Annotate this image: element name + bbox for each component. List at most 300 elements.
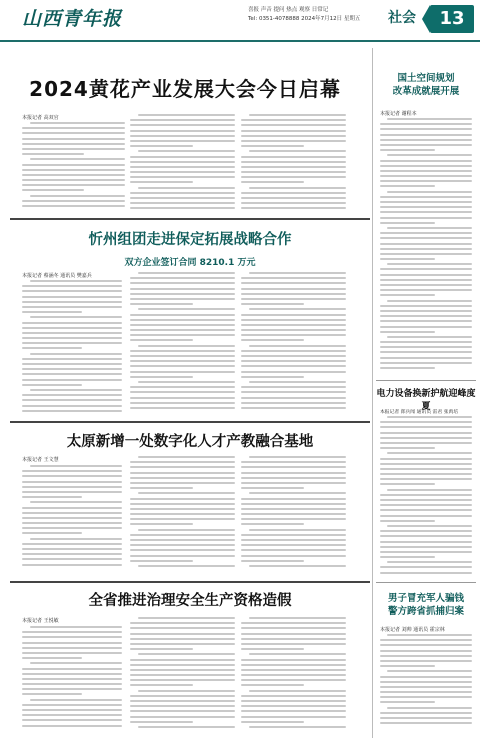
taiyuan-headline: 太原新增一处数字化人才产教融合基地: [66, 434, 314, 450]
power-body: [380, 416, 472, 577]
body-text-line: [22, 522, 122, 524]
body-text-line: [387, 300, 472, 302]
body-text-line: [130, 293, 235, 295]
body-text-line: [380, 442, 472, 444]
body-text-line: [380, 686, 472, 688]
body-text-line: [380, 253, 472, 255]
body-text-line: [130, 355, 235, 357]
body-text-line: [249, 150, 346, 152]
body-text-line: [22, 725, 122, 727]
body-text-line: [130, 498, 235, 500]
xinzhou-body-col1: [22, 280, 122, 415]
body-text-line: [380, 566, 472, 568]
body-text-line: [249, 726, 346, 728]
body-text-line: [380, 362, 472, 364]
body-text-line: [380, 483, 435, 485]
body-text-line: [387, 561, 472, 563]
body-text-line: [241, 166, 346, 168]
body-text-line: [241, 402, 346, 404]
body-text-line: [130, 319, 235, 321]
body-text-line: [380, 572, 472, 574]
body-text-line: [380, 160, 472, 162]
body-text-line: [241, 669, 346, 671]
police-byline: 本报记者 刘帅 通讯员 霍宗林: [380, 627, 445, 633]
body-text-line: [380, 268, 472, 270]
main-headline: 2024黄花产业发展大会今日启幕: [29, 77, 341, 101]
body-text-line: [241, 633, 346, 635]
body-text-line: [241, 674, 346, 676]
body-text-line: [130, 627, 235, 629]
body-text-line: [380, 258, 435, 260]
body-text-line: [22, 153, 84, 155]
body-text-line: [22, 678, 122, 680]
xinzhou-body-col2: [130, 272, 235, 412]
body-text-line: [387, 707, 472, 709]
body-text-line: [241, 560, 304, 562]
safety-byline: 本报记者 王悦敏: [22, 618, 59, 624]
body-text-line: [249, 272, 346, 274]
body-text-line: [241, 192, 346, 194]
body-text-line: [241, 130, 346, 132]
body-text-line: [241, 472, 346, 474]
body-text-line: [241, 664, 346, 666]
body-text-line: [22, 652, 122, 654]
body-text-line: [380, 289, 472, 291]
body-text-line: [22, 306, 122, 308]
body-text-line: [380, 357, 472, 359]
body-text-line: [22, 373, 122, 375]
body-text-line: [241, 145, 304, 147]
body-text-line: [22, 337, 122, 339]
masthead: [0, 0, 480, 42]
body-text-line: [130, 130, 235, 132]
body-text-line: [130, 197, 235, 199]
body-text-line: [22, 379, 122, 381]
xinzhou-byline: 本报记者 蔡涵冬 通讯员 樊嘉兵: [22, 273, 92, 279]
body-text-line: [130, 371, 235, 373]
body-text-line: [380, 217, 472, 219]
body-text-line: [130, 376, 193, 378]
land-headline: 国土空间规划 改革成就展开展: [392, 73, 460, 97]
safety-body-col2: [130, 617, 235, 731]
body-text-line: [22, 311, 82, 313]
body-text-line: [380, 274, 472, 276]
body-text-line: [241, 705, 346, 707]
body-text-line: [380, 237, 472, 239]
body-text-line: [130, 622, 235, 624]
body-text-line: [130, 669, 235, 671]
body-text-line: [130, 176, 235, 178]
body-text-line: [130, 534, 235, 536]
body-text-line: [22, 394, 122, 396]
body-text-line: [387, 191, 472, 193]
body-text-line: [130, 664, 235, 666]
body-text-line: [380, 437, 472, 439]
body-text-line: [387, 416, 472, 418]
body-text-line: [138, 565, 235, 567]
body-text-line: [30, 501, 122, 503]
body-text-line: [241, 360, 346, 362]
body-text-line: [380, 478, 472, 480]
body-text-line: [241, 376, 304, 378]
body-text-line: [130, 334, 235, 336]
body-text-line: [22, 322, 122, 324]
body-text-line: [380, 144, 472, 146]
body-text-line: [241, 386, 346, 388]
body-text-line: [130, 695, 235, 697]
body-text-line: [387, 154, 472, 156]
body-text-line: [249, 617, 346, 619]
body-text-line: [22, 668, 122, 670]
body-text-line: [241, 124, 346, 126]
body-text-line: [130, 508, 235, 510]
body-text-line: [241, 407, 346, 409]
body-text-line: [22, 347, 82, 349]
body-text-line: [130, 277, 235, 279]
body-text-line: [22, 332, 122, 334]
body-text-line: [130, 207, 235, 209]
body-text-line: [130, 544, 235, 546]
body-text-line: [22, 399, 122, 401]
body-text-line: [380, 201, 472, 203]
body-text-line: [22, 405, 122, 407]
xinzhou-body-col3: [241, 272, 346, 412]
body-text-line: [22, 481, 122, 483]
body-text-line: [138, 726, 235, 728]
body-text-line: [241, 487, 304, 489]
taiyuan-body-col2: [130, 456, 235, 570]
body-text-line: [22, 512, 122, 514]
body-text-line: [22, 693, 82, 695]
body-text-line: [241, 119, 346, 121]
body-text-line: [241, 513, 346, 515]
xinzhou-headline: 忻州组团走进保定拓展战略合作: [88, 232, 292, 248]
police-body: [380, 634, 472, 727]
body-text-line: [241, 643, 346, 645]
body-text-line: [380, 712, 472, 714]
body-text-line: [241, 282, 346, 284]
body-text-line: [380, 717, 472, 719]
body-text-line: [138, 272, 235, 274]
body-text-line: [380, 426, 472, 428]
main-body-col3: [241, 114, 346, 213]
body-text-line: [241, 498, 346, 500]
body-text-line: [380, 284, 472, 286]
body-text-line: [130, 555, 235, 557]
body-text-line: [22, 184, 125, 186]
body-text-line: [241, 622, 346, 624]
body-text-line: [241, 710, 346, 712]
power-headline: 电力设备换新护航迎峰度夏: [376, 389, 476, 412]
body-text-line: [130, 503, 235, 505]
taiyuan-byline: 本报记者 王文慧: [22, 457, 59, 463]
body-text-line: [138, 653, 235, 655]
body-text-line: [241, 197, 346, 199]
body-text-line: [380, 196, 472, 198]
body-text-line: [130, 539, 235, 541]
body-text-line: [138, 381, 235, 383]
body-text-line: [22, 179, 125, 181]
body-text-line: [241, 659, 346, 661]
divider: [10, 421, 370, 423]
body-text-line: [241, 539, 346, 541]
body-text-line: [380, 530, 472, 532]
body-text-line: [380, 681, 472, 683]
body-text-line: [138, 114, 235, 116]
body-text-line: [380, 248, 472, 250]
body-text-line: [387, 452, 472, 454]
body-text-line: [130, 314, 235, 316]
body-text-line: [241, 156, 346, 158]
body-text-line: [380, 722, 472, 724]
body-text-line: [241, 716, 346, 718]
body-text-line: [241, 176, 346, 178]
body-text-line: [22, 558, 122, 560]
body-text-line: [130, 350, 235, 352]
body-text-line: [241, 648, 304, 650]
body-text-line: [241, 534, 346, 536]
body-text-line: [138, 690, 235, 692]
body-text-line: [241, 477, 346, 479]
body-text-line: [380, 315, 472, 317]
body-text-line: [387, 336, 472, 338]
body-text-line: [130, 135, 235, 137]
divider: [10, 581, 370, 583]
body-text-line: [241, 181, 304, 183]
body-text-line: [22, 384, 82, 386]
body-text-line: [130, 716, 235, 718]
body-text-line: [241, 700, 346, 702]
body-text-line: [380, 676, 472, 678]
land-byline: 本报记者 谢程本: [380, 111, 417, 117]
body-text-line: [387, 525, 472, 527]
body-text-line: [249, 187, 346, 189]
body-text-line: [380, 494, 472, 496]
body-text-line: [130, 124, 235, 126]
body-text-line: [130, 181, 193, 183]
body-text-line: [130, 633, 235, 635]
body-text-line: [138, 345, 235, 347]
body-text-line: [380, 473, 472, 475]
body-text-line: [130, 171, 235, 173]
body-text-line: [130, 202, 235, 204]
body-text-line: [380, 520, 435, 522]
body-text-line: [130, 674, 235, 676]
body-text-line: [22, 642, 122, 644]
body-text-line: [138, 456, 235, 458]
body-text-line: [380, 515, 472, 517]
body-text-line: [241, 339, 304, 341]
body-text-line: [241, 135, 346, 137]
body-text-line: [241, 695, 346, 697]
body-text-line: [380, 170, 472, 172]
body-text-line: [380, 546, 472, 548]
body-text-line: [22, 532, 82, 534]
body-text-line: [380, 509, 472, 511]
body-text-line: [380, 639, 472, 641]
body-text-line: [22, 704, 122, 706]
body-text-line: [380, 432, 472, 434]
body-text-line: [22, 719, 122, 721]
body-text-line: [22, 647, 122, 649]
safety-headline: 全省推进治理安全生产资格造假: [88, 593, 292, 609]
body-text-line: [241, 684, 304, 686]
body-text-line: [249, 565, 346, 567]
body-text-line: [30, 389, 122, 391]
body-text-line: [130, 192, 235, 194]
body-text-line: [22, 543, 122, 545]
body-text-line: [22, 127, 125, 129]
body-text-line: [22, 358, 122, 360]
body-text-line: [380, 691, 472, 693]
body-text-line: [249, 690, 346, 692]
body-text-line: [130, 360, 235, 362]
body-text-line: [22, 683, 122, 685]
body-text-line: [22, 507, 122, 509]
body-text-line: [241, 277, 346, 279]
body-text-line: [241, 324, 346, 326]
body-text-line: [380, 128, 472, 130]
body-text-line: [130, 560, 193, 562]
body-text-line: [130, 721, 193, 723]
body-text-line: [249, 114, 346, 116]
body-text-line: [241, 544, 346, 546]
body-text-line: [387, 670, 472, 672]
body-text-line: [241, 549, 346, 551]
body-text-line: [241, 391, 346, 393]
body-text-line: [130, 710, 235, 712]
body-text-line: [22, 132, 125, 134]
body-text-line: [380, 541, 472, 543]
body-text-line: [130, 684, 193, 686]
body-text-line: [387, 263, 472, 265]
body-text-line: [130, 648, 193, 650]
body-text-line: [30, 662, 122, 664]
page-number-badge: 13: [430, 5, 474, 33]
body-text-line: [22, 714, 122, 716]
body-text-line: [130, 700, 235, 702]
masthead-info: [248, 6, 360, 24]
body-text-line: [241, 319, 346, 321]
body-text-line: [241, 397, 346, 399]
body-text-line: [30, 158, 125, 160]
body-text-line: [22, 410, 122, 412]
body-text-line: [130, 659, 235, 661]
body-text-line: [130, 487, 193, 489]
masthead-info-line1: 喜报 声音 提问 热点 观察 日常记: [248, 7, 329, 13]
body-text-line: [380, 701, 435, 703]
body-text-line: [22, 688, 122, 690]
body-text-line: [249, 529, 346, 531]
body-text-line: [380, 660, 472, 662]
body-text-line: [30, 316, 122, 318]
main-body-col1: [22, 122, 125, 210]
body-text-line: [30, 280, 122, 282]
body-text-line: [30, 353, 122, 355]
body-text-line: [22, 342, 122, 344]
body-text-line: [22, 491, 122, 493]
column-divider: [372, 48, 373, 738]
body-text-line: [249, 308, 346, 310]
body-text-line: [380, 535, 472, 537]
body-text-line: [130, 140, 235, 142]
body-text-line: [138, 617, 235, 619]
body-text-line: [130, 339, 193, 341]
body-text-line: [387, 118, 472, 120]
body-text-line: [130, 518, 235, 520]
body-text-line: [22, 301, 122, 303]
body-text-line: [380, 185, 435, 187]
body-text-line: [22, 327, 122, 329]
body-text-line: [30, 699, 122, 701]
body-text-line: [22, 169, 125, 171]
body-text-line: [249, 653, 346, 655]
body-text-line: [22, 517, 122, 519]
body-text-line: [241, 298, 346, 300]
body-text-line: [22, 470, 122, 472]
body-text-line: [22, 475, 122, 477]
body-text-line: [380, 305, 472, 307]
body-text-line: [130, 156, 235, 158]
power-byline: 本报记者 郎兵闻 通讯员 雷君 张禹培: [380, 410, 459, 415]
body-text-line: [387, 634, 472, 636]
body-text-line: [138, 150, 235, 152]
body-text-line: [387, 489, 472, 491]
body-text-line: [241, 503, 346, 505]
body-text-line: [22, 200, 125, 202]
body-text-line: [22, 486, 122, 488]
main-byline: 本报记者 高双官: [22, 115, 59, 121]
body-text-line: [130, 303, 193, 305]
body-text-line: [30, 195, 125, 197]
body-text-line: [380, 655, 472, 657]
body-text-line: [380, 331, 435, 333]
body-text-line: [130, 386, 235, 388]
body-text-line: [249, 456, 346, 458]
body-text-line: [130, 477, 235, 479]
taiyuan-body-col3: [241, 456, 346, 570]
body-text-line: [387, 227, 472, 229]
body-text-line: [130, 402, 235, 404]
body-text-line: [22, 527, 122, 529]
body-text-line: [249, 381, 346, 383]
body-text-line: [130, 365, 235, 367]
body-text-line: [130, 282, 235, 284]
body-text-line: [241, 523, 304, 525]
body-text-line: [138, 529, 235, 531]
body-text-line: [380, 551, 472, 553]
body-text-line: [380, 232, 472, 234]
body-text-line: [249, 345, 346, 347]
body-text-line: [380, 320, 472, 322]
body-text-line: [22, 290, 122, 292]
body-text-line: [130, 549, 235, 551]
body-text-line: [22, 148, 125, 150]
body-text-line: [241, 303, 304, 305]
body-text-line: [22, 363, 122, 365]
body-text-line: [380, 665, 435, 667]
body-text-line: [241, 461, 346, 463]
body-text-line: [380, 421, 472, 423]
police-headline: 男子冒充军人骗钱 警方跨省抓捕归案: [387, 593, 464, 617]
body-text-line: [138, 308, 235, 310]
body-text-line: [130, 638, 235, 640]
body-text-line: [380, 175, 472, 177]
body-text-line: [130, 166, 235, 168]
body-text-line: [380, 294, 435, 296]
body-text-line: [380, 499, 472, 501]
body-text-line: [241, 627, 346, 629]
